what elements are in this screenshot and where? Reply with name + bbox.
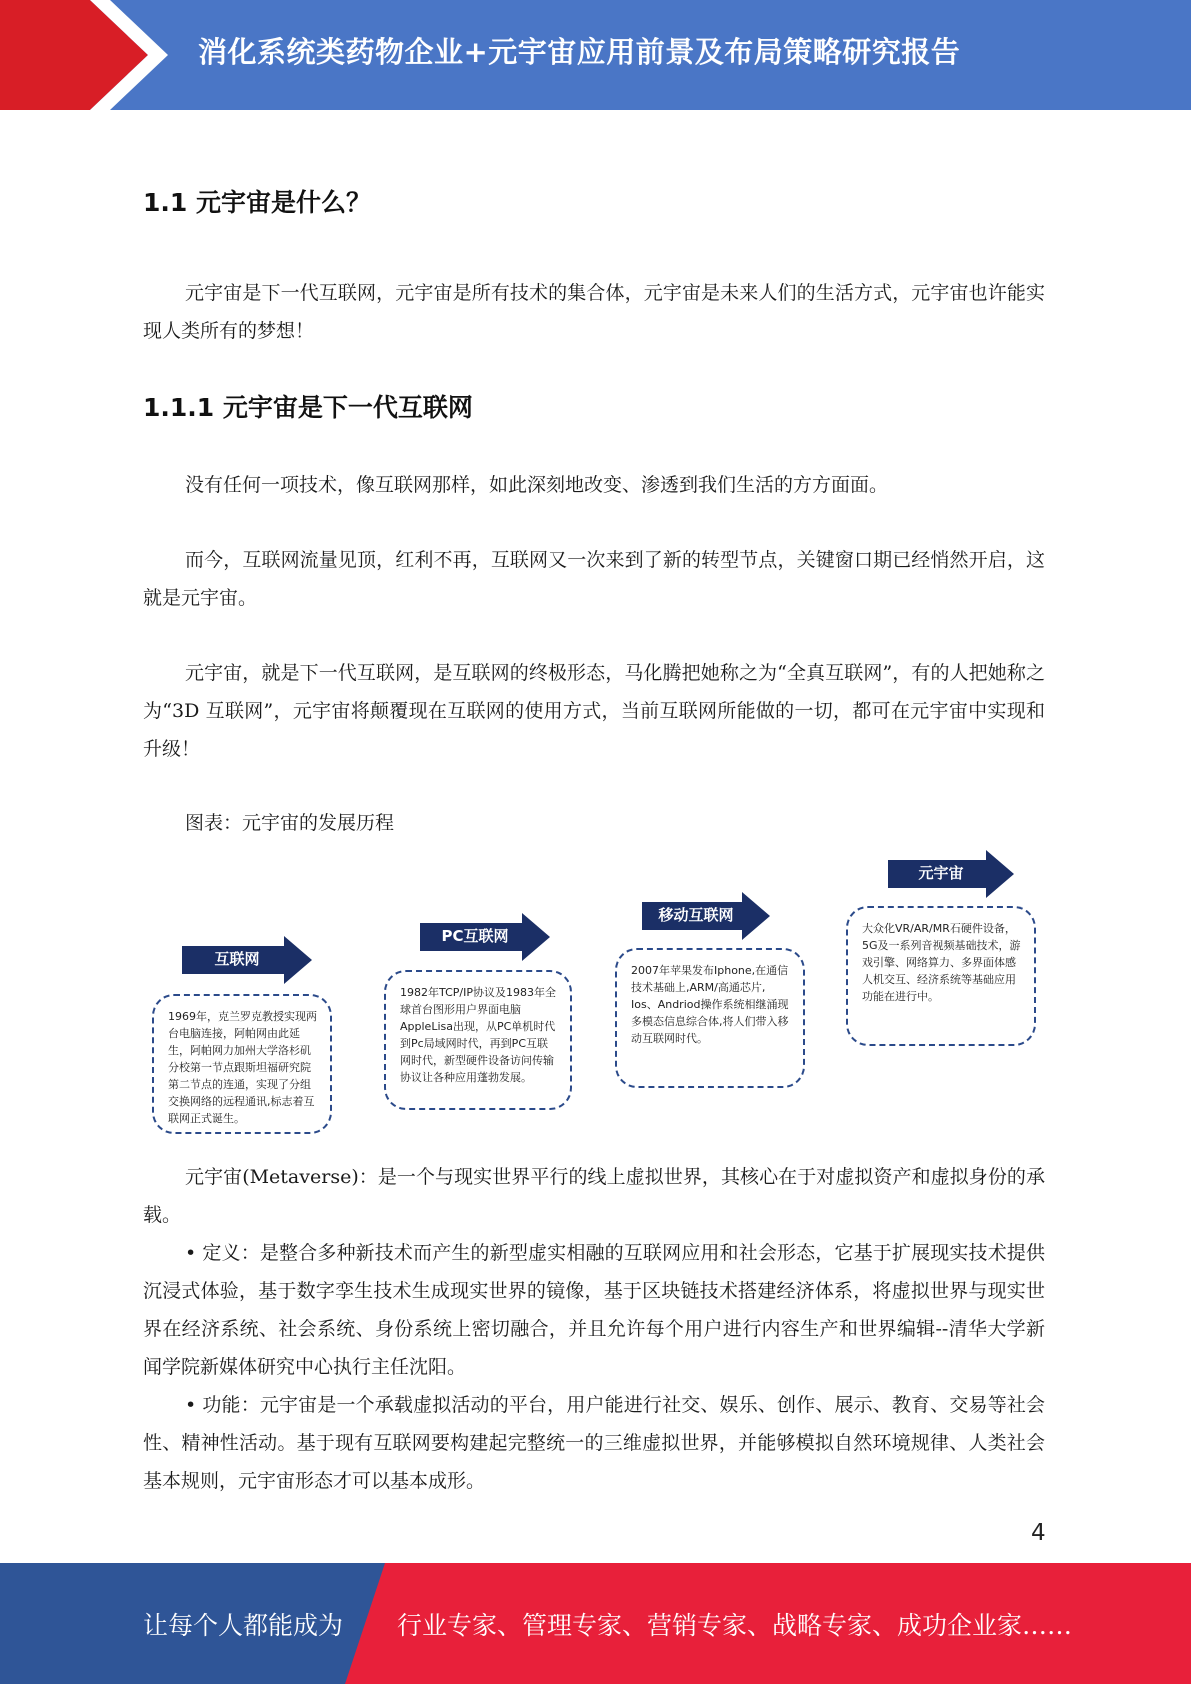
stage-label: 互联网 (214, 950, 260, 968)
page-number: 4 (1031, 1520, 1046, 1546)
figure-caption: 图表：元宇宙的发展历程 (185, 812, 395, 834)
intro-paragraph: 元宇宙是下一代互联网，元宇宙是所有技术的集合体，元宇宙是未来人们的生活方式，元宇宙也许能实现人类所有的梦想！ (143, 282, 1045, 342)
subsection-heading: 1.1.1 元宇宙是下一代互联网 (143, 393, 473, 422)
stage-arrow (642, 892, 770, 940)
section-heading: 1.1 元宇宙是什么？ (143, 188, 371, 217)
stage-description: 1969年，克兰罗克教授实现两台电脑连接，阿帕网由此延生，阿帕网力加州大学洛杉矶分校第一节点跟斯坦福研究院第二节点的连通，实现了分组交换网络的远程通讯,标志着互联网正式诞生。 (152, 994, 332, 1134)
paragraph-3: 元宇宙，就是下一代互联网，是互联网的终极形态，马化腾把她称之为“全真互联网”，有的人把她称之为“3D 互联网”，元宇宙将颠覆现在互联网的使用方式，当前互联网所能做的一切，都可在元宇宙中实现和升级！ (143, 662, 1045, 760)
header-banner (0, 0, 1191, 110)
stage-label: PC互联网 (441, 927, 509, 945)
paragraph-2: 而今，互联网流量见顶，红利不再，互联网又一次来到了新的转型节点，关键窗口期已经悄然开启，这就是元宇宙。 (143, 549, 1045, 609)
timeline-figure (140, 840, 1050, 1140)
function-paragraph: • 功能：元宇宙是一个承载虚拟活动的平台，用户能进行社交、娱乐、创作、展示、教育、交易等社会性、精神性活动。基于现有互联网要构建起完整统一的三维虚拟世界，并能够模拟自然环境规律、人类社会基本规则，元宇宙形态才可以基本成形。 (143, 1394, 1045, 1492)
stage-description: 2007年苹果发布Iphone,在通信技术基础上,ARM/高通芯片, Ios、Andriod操作系统相继涌现多模态信息综合体,将人们带入移动互联网时代。 (615, 948, 805, 1088)
stage-label: 移动互联网 (658, 906, 734, 924)
stage-arrow (182, 936, 312, 984)
definition-paragraph: • 定义：是整合多种新技术而产生的新型虚实相融的互联网应用和社会形态，它基于扩展现实技术提供沉浸式体验，基于数字孪生技术生成现实世界的镜像，基于区块链技术搭建经济体系，将虚拟世界与现实世界在经济系统、社会系统、身份系统上密切融合，并且允许每个用户进行内容生产和世界编辑--清华大学新闻学院新媒体研究中心执行主任沈阳。 (143, 1242, 1045, 1378)
report-title: 消化系统类药物企业+元宇宙应用前景及布局策略研究报告 (198, 35, 961, 69)
footer-slogan-left: 让每个人都能成为 (143, 1611, 344, 1640)
paragraph-1: 没有任何一项技术，像互联网那样，如此深刻地改变、渗透到我们生活的方方面面。 (185, 474, 889, 496)
paragraph-4: 元宇宙(Metaverse)：是一个与现实世界平行的线上虚拟世界，其核心在于对虚拟资产和虚拟身份的承载。 (143, 1166, 1045, 1226)
stage-arrow (888, 850, 1014, 898)
footer-slogan-right: 行业专家、管理专家、营销专家、战略专家、成功企业家…… (397, 1611, 1073, 1640)
stage-arrow (420, 913, 550, 961)
stage-label: 元宇宙 (918, 864, 964, 882)
footer-banner (0, 1563, 1191, 1684)
stage-description: 1982年TCP/IP协议及1983年全球首台图形用户界面电脑AppleLisa出现，从PC单机时代到Pc局域网时代，再到PC互联网时代，新型硬件设备访问传输协议让各种应用蓬勃发展。 (384, 970, 572, 1110)
stage-description: 大众化VR/AR/MR石硬件设备，5G及一系列音视频基础技术，游戏引擎、网络算力、多界面体感人机交互、经济系统等基础应用功能在进行中。 (846, 906, 1036, 1046)
